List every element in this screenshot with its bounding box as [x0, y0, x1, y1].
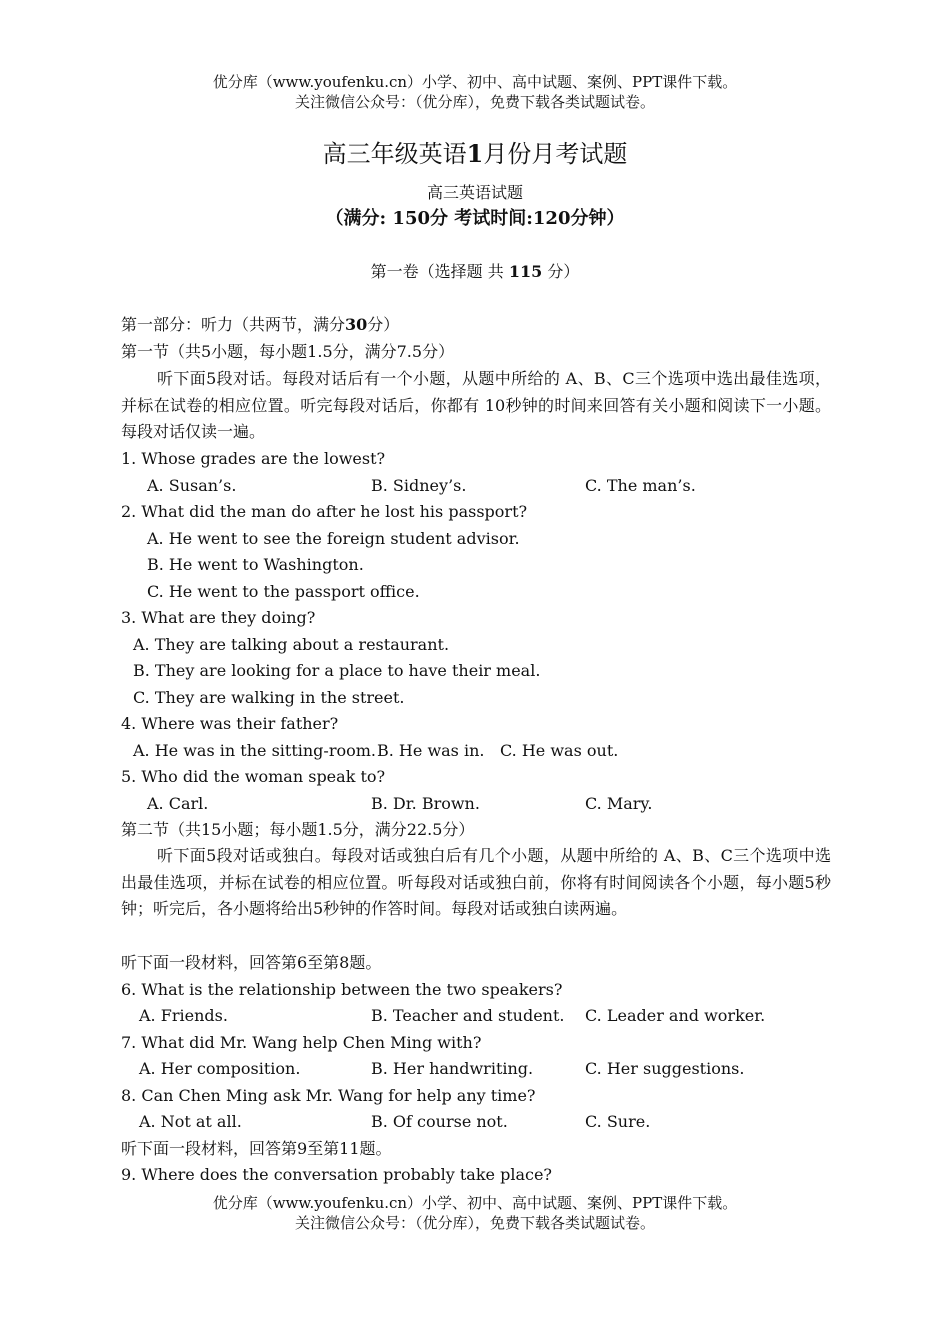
q3-option-b: B. They are looking for a place to have their meal.: [133, 661, 541, 680]
volume-heading: [0, 261, 950, 283]
q2-option-c: C. He went to the passport office.: [147, 582, 420, 601]
footer-line-1: 优分库（www.youfenku.cn）小学、初中、高中试题、案例、PPT课件下载。: [212, 1194, 738, 1212]
listen-6-8: 听下面一段材料，回答第6至第8题。: [121, 953, 382, 972]
q1-option-b: B. Sidney’s.: [371, 476, 467, 495]
header-line-2: 关注微信公众号：（优分库），免费下载各类试题试卷。: [294, 93, 655, 111]
q2-option-b: B. He went to Washington.: [147, 555, 364, 574]
q7-stem: 7. What did Mr. Wang help Chen Ming with?: [121, 1033, 482, 1052]
q5-option-c: C. Mary.: [585, 794, 653, 813]
section1-heading: 第一节（共5小题，每小题1.5分，满分7.5分）: [121, 342, 455, 361]
volume-pre: 第一卷（选择题 共: [370, 262, 504, 281]
q1-option-c: C. The man’s.: [585, 476, 696, 495]
q3-stem: 3. What are they doing?: [121, 608, 316, 627]
q9-stem: 9. Where does the conversation probably take place?: [121, 1165, 552, 1184]
q7-option-b: B. Her handwriting.: [371, 1059, 534, 1078]
q6-option-b: B. Teacher and student.: [371, 1006, 565, 1025]
q5-option-a: A. Carl.: [147, 794, 209, 813]
section1-instructions: 听下面5段对话。每段对话后有一个小题，从题中所给的 A、B、C三个选项中选出最佳选项，并标在试卷的相应位置。听完每段对话后，你都有 10秒钟的时间来回答有关小题和阅读下一小题。每段对话仅读一遍。: [121, 369, 831, 441]
score-line: （满分: 150分 考试时间:120分钟）: [325, 208, 625, 229]
title-num: 1: [466, 139, 484, 168]
q4-option-c: C. He was out.: [500, 741, 619, 760]
footer-line-2: 关注微信公众号：（优分库），免费下载各类试题试卷。: [294, 1214, 655, 1232]
q8-option-b: B. Of course not.: [371, 1112, 508, 1131]
q4-option-a: A. He was in the sitting-room.: [133, 741, 376, 760]
q7-option-c: C. Her suggestions.: [585, 1059, 745, 1078]
part1-heading-pre: 第一部分：听力（共两节，满分: [121, 315, 346, 334]
page-title: [0, 138, 950, 170]
volume-post: 分）: [547, 262, 580, 281]
q6-option-a: A. Friends.: [139, 1006, 228, 1025]
header-line-1: 优分库（www.youfenku.cn）小学、初中、高中试题、案例、PPT课件下载。: [212, 73, 738, 91]
q6-option-c: C. Leader and worker.: [585, 1006, 766, 1025]
listen-9-11: 听下面一段材料，回答第9至第11题。: [121, 1139, 392, 1158]
q4-option-b: B. He was in.: [377, 741, 485, 760]
q6-stem: 6. What is the relationship between the two speakers?: [121, 980, 563, 999]
section2-instructions: 听下面5段对话或独白。每段对话或独白后有几个小题，从题中所给的 A、B、C三个选项中选出最佳选项，并标在试卷的相应位置。听每段对话或独白前，你将有时间阅读各个小题，每小题5秒钟；听完后，各小题将给出5秒钟的作答时间。每段对话或独白读两遍。: [121, 846, 831, 918]
q5-option-b: B. Dr. Brown.: [371, 794, 480, 813]
section2-heading: 第二节（共15小题；每小题1.5分，满分22.5分）: [121, 820, 475, 839]
part1-heading-post: 分）: [367, 315, 400, 334]
volume-num: 115: [508, 262, 543, 281]
part1-heading: [121, 314, 399, 336]
q2-option-a: A. He went to see the foreign student advisor.: [147, 529, 520, 548]
q8-option-c: C. Sure.: [585, 1112, 651, 1131]
title-pre: 高三年级英语: [322, 140, 467, 168]
q8-stem: 8. Can Chen Ming ask Mr. Wang for help any time?: [121, 1086, 536, 1105]
q8-option-a: A. Not at all.: [139, 1112, 242, 1131]
q7-option-a: A. Her composition.: [139, 1059, 301, 1078]
subtitle: 高三英语试题: [426, 183, 523, 202]
q4-stem: 4. Where was their father?: [121, 714, 339, 733]
q5-stem: 5. Who did the woman speak to?: [121, 767, 386, 786]
q3-option-c: C. They are walking in the street.: [133, 688, 405, 707]
q1-option-a: A. Susan’s.: [147, 476, 237, 495]
q2-stem: 2. What did the man do after he lost his passport?: [121, 502, 528, 521]
part1-heading-num: 30: [345, 315, 368, 334]
q1-stem: 1. Whose grades are the lowest?: [121, 449, 386, 468]
q3-option-a: A. They are talking about a restaurant.: [133, 635, 450, 654]
title-post: 月份月考试题: [483, 140, 628, 168]
